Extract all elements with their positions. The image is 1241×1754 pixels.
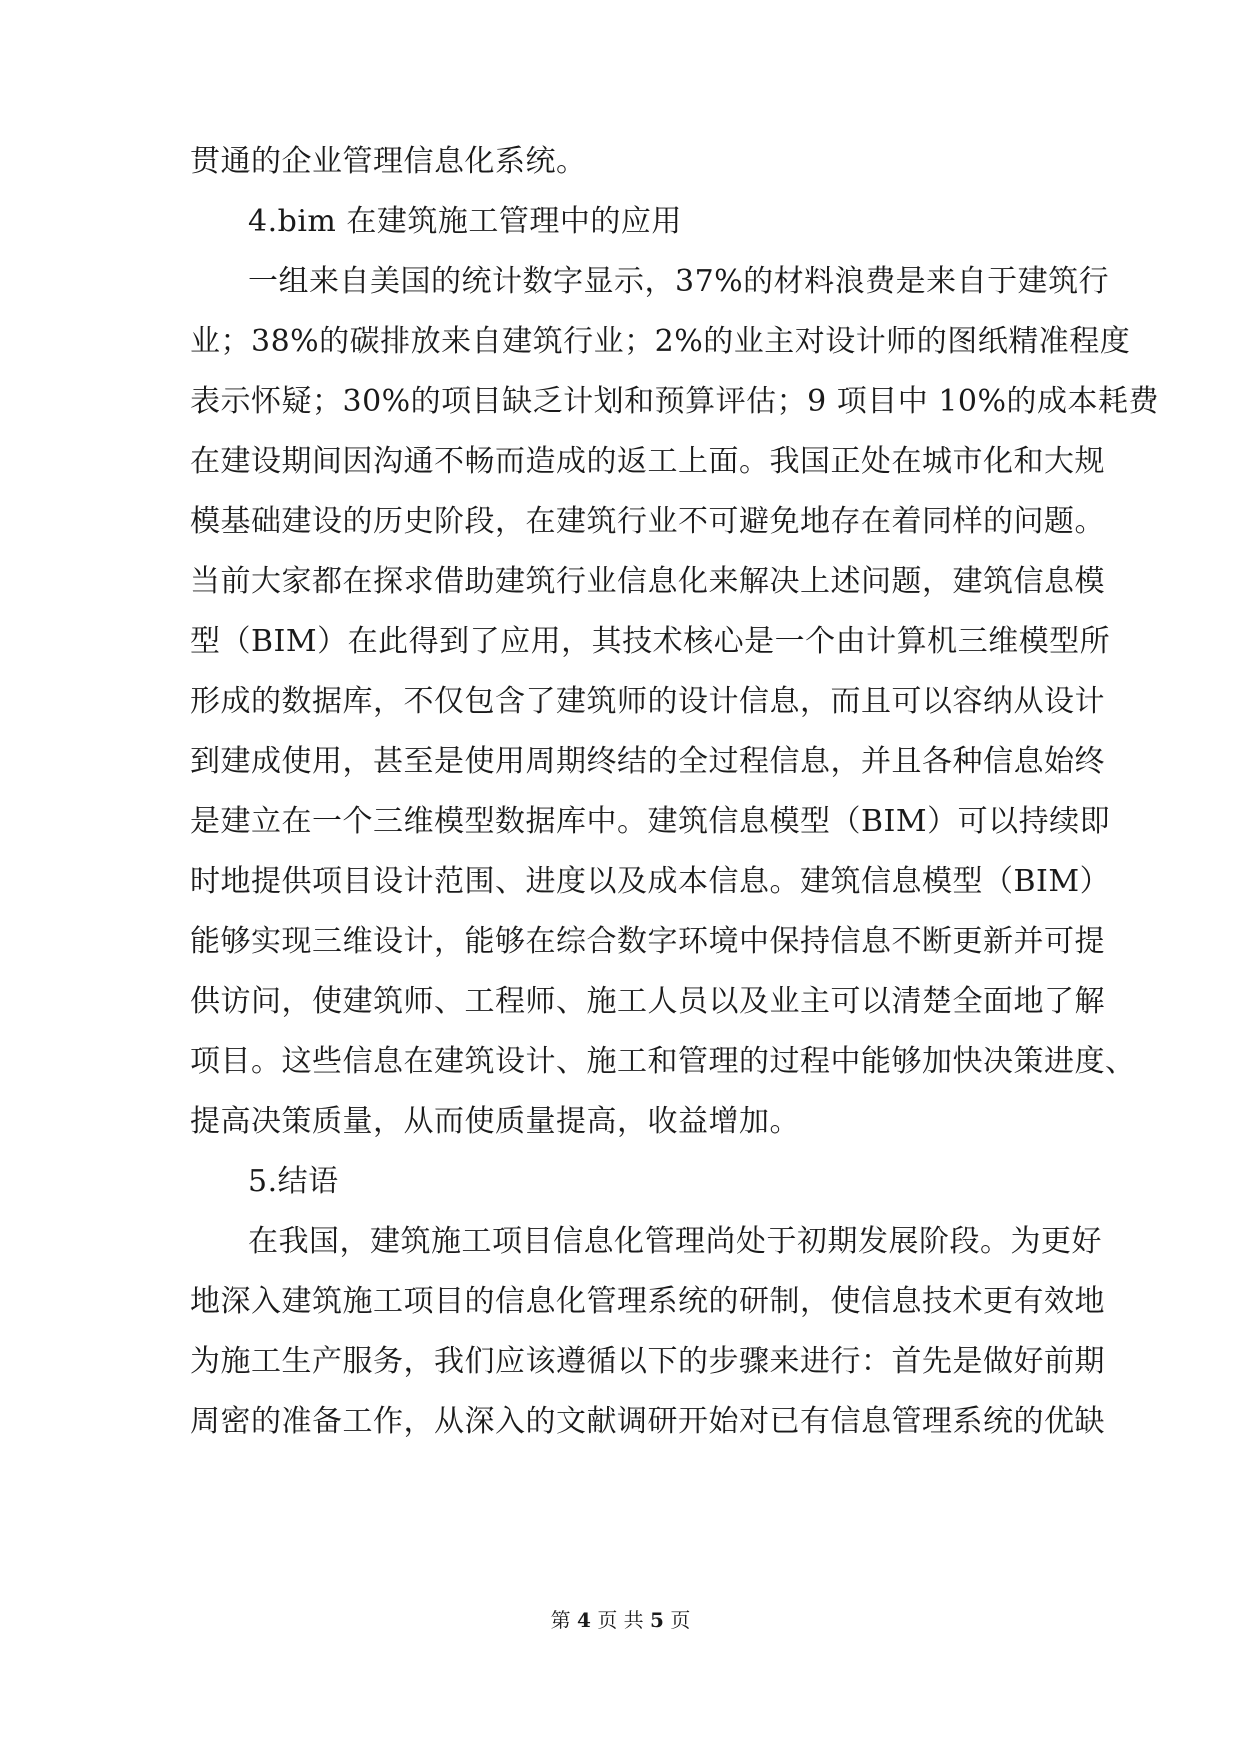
paragraph-line: 供访问，使建筑师、工程师、施工人员以及业主可以清楚全面地了解 — [190, 984, 1105, 1019]
paragraph-line: 当前大家都在探求借助建筑行业信息化来解决上述问题，建筑信息模 — [190, 564, 1105, 599]
paragraph-line: 能够实现三维设计，能够在综合数字环境中保持信息不断更新并可提 — [190, 924, 1105, 959]
footer-middle: 页 共 — [597, 1608, 644, 1632]
paragraph-line: 周密的准备工作，从深入的文献调研开始对已有信息管理系统的优缺 — [190, 1404, 1105, 1439]
paragraph-line: 到建成使用，甚至是使用周期终结的全过程信息，并且各种信息始终 — [190, 744, 1105, 779]
paragraph-line: 型（BIM）在此得到了应用，其技术核心是一个由计算机三维模型所 — [190, 624, 1111, 659]
total-pages-number: 5 — [650, 1608, 664, 1632]
paragraph-line: 在我国，建筑施工项目信息化管理尚处于初期发展阶段。为更好 — [248, 1224, 1102, 1259]
paragraph-line: 业；38%的碳排放来自建筑行业；2%的业主对设计师的图纸精准程度 — [190, 324, 1131, 359]
paragraph-line: 形成的数据库，不仅包含了建筑师的设计信息，而且可以容纳从设计 — [190, 684, 1105, 719]
paragraph-line: 模基础建设的历史阶段，在建筑行业不可避免地存在着同样的问题。 — [190, 504, 1105, 539]
paragraph-line: 在建设期间因沟通不畅而造成的返工上面。我国正处在城市化和大规 — [190, 444, 1105, 479]
footer-prefix: 第 — [550, 1608, 571, 1632]
paragraph-line: 提高决策质量，从而使质量提高，收益增加。 — [190, 1104, 800, 1139]
footer-suffix: 页 — [670, 1608, 691, 1632]
paragraph-line: 是建立在一个三维模型数据库中。建筑信息模型（BIM）可以持续即 — [190, 804, 1111, 839]
page-footer — [0, 1608, 1241, 1632]
section-heading-conclusion: 5.结语 — [248, 1164, 339, 1199]
current-page-number: 4 — [577, 1608, 591, 1632]
section-heading-bim: 4.bim 在建筑施工管理中的应用 — [248, 204, 682, 239]
paragraph-line: 时地提供项目设计范围、进度以及成本信息。建筑信息模型（BIM） — [190, 864, 1111, 899]
paragraph-line: 地深入建筑施工项目的信息化管理系统的研制，使信息技术更有效地 — [190, 1284, 1105, 1319]
paragraph-line: 贯通的企业管理信息化系统。 — [190, 144, 587, 179]
paragraph-line: 一组来自美国的统计数字显示，37%的材料浪费是来自于建筑行 — [248, 264, 1110, 299]
paragraph-line: 为施工生产服务，我们应该遵循以下的步骤来进行：首先是做好前期 — [190, 1344, 1105, 1379]
paragraph-line: 项目。这些信息在建筑设计、施工和管理的过程中能够加快决策进度、 — [190, 1044, 1136, 1079]
paragraph-line: 表示怀疑；30%的项目缺乏计划和预算评估；9 项目中 10%的成本耗费 — [190, 384, 1160, 419]
